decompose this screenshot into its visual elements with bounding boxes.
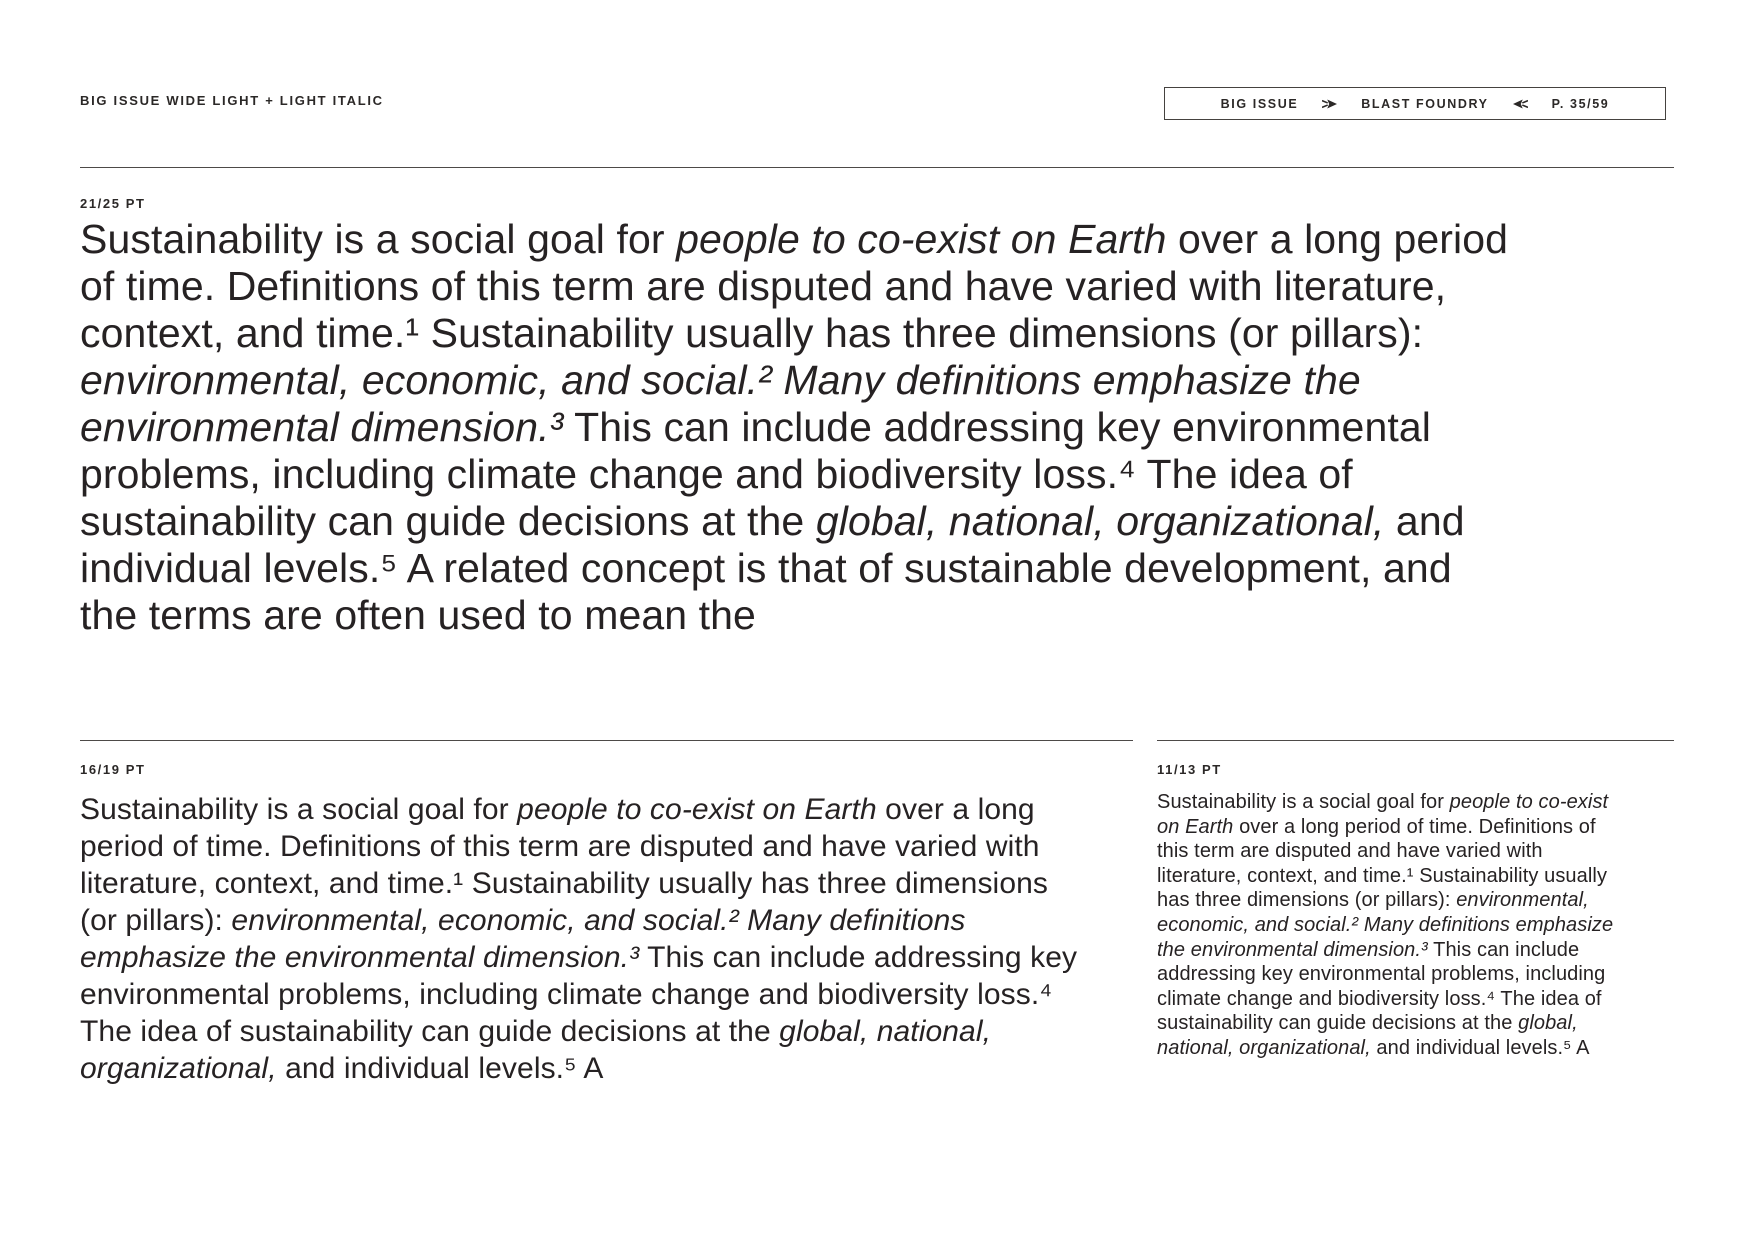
badge-page-number: P. 35/59: [1551, 96, 1610, 111]
specimen-column-11-13pt: [1157, 740, 1674, 1061]
size-label-21-25pt: 21/25 PT: [80, 196, 146, 211]
badge-typeface-name: BIG ISSUE: [1220, 96, 1299, 111]
badge-foundry-name: BLAST FOUNDRY: [1361, 96, 1489, 111]
specimen-column-16-19pt: [80, 740, 1133, 1087]
specimen-paragraph-21-25pt: Sustainability is a social goal for people to co-exist on Earth over a long period of time. Definitions of this term are disputed and have varied with literature, context, and time.¹ Sustainability usually has three dimensions (or pillars): environmental, economic, and social.² Many definitions emphasize the environmental dimension.³ This can include addressing key environmental problems, including climate change and biodiversity loss.⁴ The idea of sustainability can guide decisions at the global, national, organizational, and individual levels.⁵ A related concept is that of sustainable development, and the terms are often used to mean the: [80, 216, 1509, 638]
size-label-11-13pt: 11/13 PT: [1157, 762, 1222, 777]
dart-right-icon: [1322, 98, 1337, 110]
header-divider: [80, 167, 1674, 168]
column-divider-left: [80, 740, 1133, 741]
specimen-paragraph-16-19pt: Sustainability is a social goal for people to co-exist on Earth over a long period of time. Definitions of this term are disputed and have varied with literature, context, and time.¹ Sustainability usually has three dimensions (or pillars): environmental, economic, and social.² Many definitions emphasize the environmental dimension.³ This can include addressing key environmental problems, including climate change and biodiversity loss.⁴ The idea of sustainability can guide decisions at the global, national, organizational, and individual levels.⁵ A: [80, 793, 1078, 1085]
column-divider-right: [1157, 740, 1674, 741]
specimen-title: BIG ISSUE WIDE LIGHT + LIGHT ITALIC: [80, 93, 384, 108]
size-label-16-19pt: 16/19 PT: [80, 762, 146, 777]
dart-left-icon: [1513, 98, 1528, 110]
foundry-badge: [1164, 87, 1666, 120]
specimen-paragraph-11-13pt: Sustainability is a social goal for people to co-exist on Earth over a long period of time. Definitions of this term are disputed and have varied with literature, context, and time.¹ Sustainability usually has three dimensions (or pillars): environmental, economic, and social.² Many definitions emphasize the environmental dimension.³ This can include addressing key environmental problems, including climate change and biodiversity loss.⁴ The idea of sustainability can guide decisions at the global, national, organizational, and individual levels.⁵ A: [1157, 791, 1614, 1059]
